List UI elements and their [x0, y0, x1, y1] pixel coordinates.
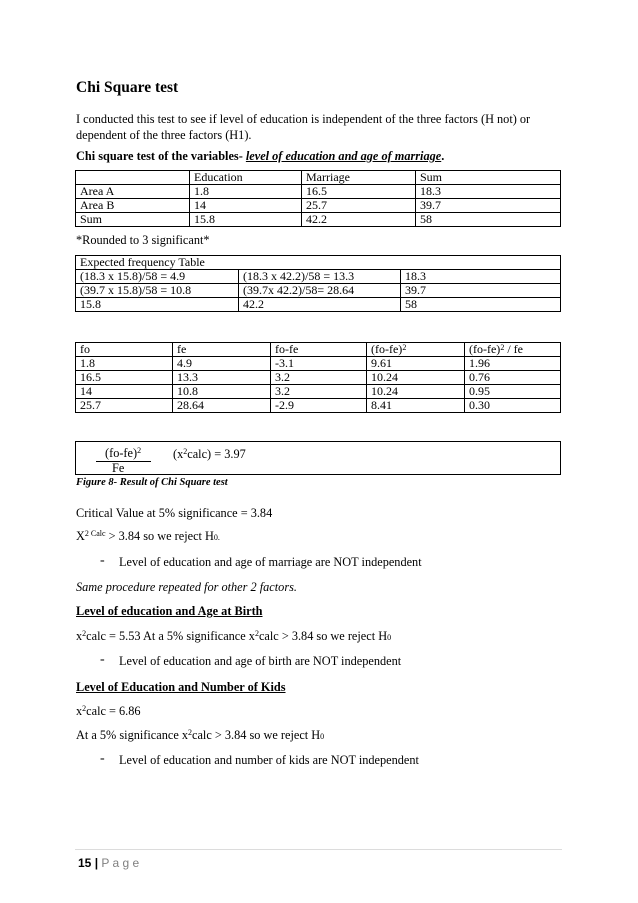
- formula-result: [173, 446, 246, 462]
- intro-line-1: I conducted this test to see if level of education is independent of the three factors (H not) or: [76, 112, 531, 126]
- table-row: [76, 298, 561, 312]
- result-suffix: calc) = 3.97: [187, 447, 246, 461]
- table-cell: 0.95: [465, 385, 561, 399]
- table-cell: 8.41: [367, 399, 465, 413]
- table-row: [76, 399, 561, 413]
- table-row: [76, 185, 561, 199]
- table-cell: -3.1: [271, 357, 367, 371]
- table-header-cell: Education: [190, 171, 302, 185]
- bullet-dash: -: [100, 652, 105, 667]
- table-row: [76, 270, 561, 284]
- heading-number-of-kids: Level of Education and Number of Kids: [76, 680, 286, 694]
- table-header-cell: [367, 343, 465, 357]
- table-header-cell: fe: [173, 343, 271, 357]
- text: calc > 3.84 so we reject H: [258, 629, 388, 643]
- table-cell: 13.3: [173, 371, 271, 385]
- heading-marriage: [76, 148, 444, 164]
- table-cell: 14: [76, 385, 173, 399]
- expected-frequency-table: [75, 255, 561, 312]
- table-header-cell: fo: [76, 343, 173, 357]
- footer-divider: [75, 849, 562, 850]
- same-procedure-note: Same procedure repeated for other 2 factors.: [76, 580, 297, 594]
- conclusion-kids: Level of education and number of kids are NOT independent: [119, 753, 419, 767]
- x-symbol: X: [76, 529, 85, 543]
- table-row: [76, 284, 561, 298]
- table-cell: 15.8: [76, 298, 239, 312]
- table-row: [76, 385, 561, 399]
- table-header-cell: Marriage: [302, 171, 416, 185]
- result-prefix: (x: [173, 447, 184, 461]
- table-header-cell: [465, 343, 561, 357]
- table-cell: 4.9: [173, 357, 271, 371]
- table-cell: 0.76: [465, 371, 561, 385]
- table-cell: 10.24: [367, 385, 465, 399]
- page-number: 15: [78, 856, 92, 870]
- table-row: [76, 343, 561, 357]
- table-cell: (18.3 x 42.2)/58 = 13.3: [239, 270, 401, 284]
- kids-result-line-1: [76, 703, 141, 719]
- table-cell: Area A: [76, 185, 190, 199]
- table-cell: 42.2: [239, 298, 401, 312]
- text: x: [76, 704, 83, 718]
- table-title-cell: Expected frequency Table: [76, 256, 561, 270]
- formula-numerator: [105, 445, 141, 461]
- text: x: [76, 629, 83, 643]
- table-cell: 0.30: [465, 399, 561, 413]
- text: calc = 5.53 At a 5% significance x: [86, 629, 255, 643]
- superscript: 2: [183, 447, 188, 456]
- table-cell: 58: [416, 213, 561, 227]
- footer-separator: |: [91, 856, 102, 870]
- numerator-text: (fo-fe): [105, 446, 138, 460]
- table-row: [76, 357, 561, 371]
- subscript: 0: [320, 732, 325, 741]
- table-cell: 39.7: [401, 284, 561, 298]
- table-cell: 16.5: [76, 371, 173, 385]
- superscript: 2 Calc: [84, 529, 106, 538]
- bullet-dash: -: [100, 553, 105, 568]
- table-cell: (39.7 x 15.8)/58 = 10.8: [76, 284, 239, 298]
- figure-caption: Figure 8- Result of Chi Square test: [76, 477, 228, 488]
- conclusion-birth: Level of education and age of birth are NOT independent: [119, 654, 402, 668]
- table-header-cell: Sum: [416, 171, 561, 185]
- table-cell: -2.9: [271, 399, 367, 413]
- formula-denominator: Fe: [112, 461, 125, 475]
- superscript: 2: [82, 704, 87, 713]
- table-cell: 28.64: [173, 399, 271, 413]
- chi-square-formula-box: [75, 441, 561, 475]
- table-cell: (39.7x 42.2)/58= 28.64: [239, 284, 401, 298]
- header-text: (fo-fe): [469, 342, 501, 356]
- table-cell: 1.96: [465, 357, 561, 371]
- table-cell: 15.8: [190, 213, 302, 227]
- conclusion-marriage: Level of education and age of marriage are NOT independent: [119, 555, 422, 569]
- table-cell: 14: [190, 199, 302, 213]
- table-cell: 58: [401, 298, 561, 312]
- page-footer: [78, 856, 139, 870]
- header-text-suffix: / fe: [504, 342, 523, 356]
- table-row: [76, 171, 561, 185]
- subscript: 0: [387, 633, 392, 642]
- bullet-dash: -: [100, 751, 105, 766]
- heading-marriage-prefix: Chi square test of the variables-: [76, 149, 246, 163]
- heading-marriage-underlined: level of education and age of marriage: [245, 149, 442, 163]
- table-row: [76, 199, 561, 213]
- rounding-note: *Rounded to 3 significant*: [76, 233, 210, 247]
- superscript: 2: [254, 629, 259, 638]
- table-cell: 3.2: [271, 385, 367, 399]
- table-cell: 1.8: [76, 357, 173, 371]
- heading-age-at-birth: Level of education and Age at Birth: [76, 604, 263, 618]
- table-row: [76, 213, 561, 227]
- table-header-cell: [76, 171, 190, 185]
- table-cell: (18.3 x 15.8)/58 = 4.9: [76, 270, 239, 284]
- superscript: 2: [402, 343, 407, 352]
- table-row: [76, 371, 561, 385]
- table-row: [76, 256, 561, 270]
- superscript: 2: [500, 343, 505, 352]
- table-cell: 1.8: [190, 185, 302, 199]
- heading-marriage-suffix: .: [441, 149, 445, 163]
- superscript: 2: [137, 446, 142, 455]
- table-cell: 42.2: [302, 213, 416, 227]
- table-cell: 25.7: [76, 399, 173, 413]
- table-cell: 25.7: [302, 199, 416, 213]
- text: calc > 3.84 so we reject H: [192, 728, 321, 742]
- text: calc = 6.86: [86, 704, 141, 718]
- table-cell: 39.7: [416, 199, 561, 213]
- subscript: 0.: [213, 533, 220, 542]
- table-cell: 18.3: [416, 185, 561, 199]
- observed-table: [75, 170, 561, 227]
- table-cell: 18.3: [401, 270, 561, 284]
- header-text: (fo-fe): [371, 342, 403, 356]
- intro-line-2: dependent of the three factors (H1).: [76, 128, 252, 142]
- page-title: Chi Square test: [76, 79, 179, 96]
- table-header-cell: fo-fe: [271, 343, 367, 357]
- table-cell: 3.2: [271, 371, 367, 385]
- text: At a 5% significance x: [76, 728, 188, 742]
- superscript: 2: [82, 629, 87, 638]
- table-cell: 10.8: [173, 385, 271, 399]
- critical-value-text: Critical Value at 5% significance = 3.84: [76, 506, 273, 520]
- chi-square-calculation-table: [75, 342, 561, 413]
- x2-rest: > 3.84 so we reject H: [105, 529, 214, 543]
- birth-result-line: [76, 628, 391, 644]
- x2-calc-line: [76, 528, 220, 544]
- table-cell: 9.61: [367, 357, 465, 371]
- table-cell: Area B: [76, 199, 190, 213]
- superscript: 2: [188, 728, 192, 737]
- kids-result-line-2: [76, 727, 324, 743]
- table-cell: Sum: [76, 213, 190, 227]
- table-cell: 16.5: [302, 185, 416, 199]
- table-cell: 10.24: [367, 371, 465, 385]
- page-word: P a g e: [101, 856, 140, 870]
